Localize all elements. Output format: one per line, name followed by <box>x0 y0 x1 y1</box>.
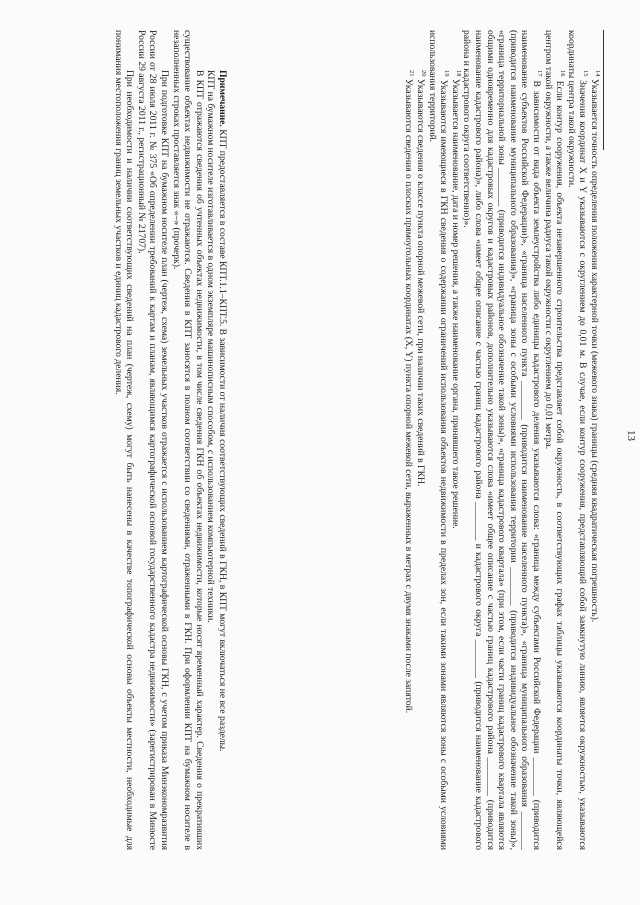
footnote <box>588 30 600 850</box>
footnote <box>542 30 565 850</box>
footnote-divider <box>603 30 604 150</box>
rotated-content <box>80 30 640 850</box>
footnote-text: Указываются имеющиеся в ГКН сведения о содержании ограничений использования объектов недвижимости в пределах зон, если такими зонами являются зоны с особыми условиями использования территорий. <box>426 30 450 850</box>
footnote <box>403 30 415 850</box>
footnote <box>426 30 449 850</box>
footnote-number: 18 <box>455 70 463 77</box>
footnote-text: Указываются сведения о плоских прямоугольных координатах (X, Y) пункта опорной межевой сети, выраженных в метрах с двумя знаками после запятой. <box>403 78 415 714</box>
footnote-number: 17 <box>536 70 544 77</box>
footnote-number: 14 <box>594 70 602 77</box>
footnote-number: 15 <box>582 70 590 77</box>
note-intro <box>216 30 228 850</box>
note-label: Примечание. <box>217 70 228 127</box>
footnote-number: 21 <box>408 70 416 77</box>
footnote-number: 20 <box>420 70 428 77</box>
note-paragraph: При необходимости и наличии соответствующих сведений на план (чертеж, схему) могут быть нанесены в качестве топографической основы объекты местности, необходимые для понимания местоположения границ земельных участков и единиц кадастрового деления. <box>112 30 136 850</box>
note-paragraph: КПТ на бумажном носителе изготавливается в одном экземпляре машинописным способом, с использованием компьютерной техники. <box>205 70 217 623</box>
footnote-text: В зависимости от вида объекта землеустройства либо единицы кадастрового деления указываются слова: «граница между субъектами Российской Федерации ________ (приводится наименование субъектов Российской Федерации)», «граница населенного пункта ________ (приводится наименование населенного пункта)», «граница муниципального образования ________ (приводится наименование муниципального образования)», «граница зоны с особыми условиями использования территории ________ (приводится индивидуальное обозначение такой зоны)», «граница территориальной зоны ________ (приводится индивидуальное обозначение такой зоны)», «граница кадастрового квартала» (при этом, если части границ кадастрового квартала являются общими одновременно для кадастровых округов и кадастровых районов, дополнительно указываются слова «имеет общее описание с частью границ кадастрового района ________ (приводится наименование кадастрового района)», либо слова «имеет общее описание с частью границ кадастрового района ________ и кадастрового округа ________ (приводится наименование кадастрового района и кадастрового округа соответственно)». <box>461 30 543 850</box>
footnotes <box>403 30 600 850</box>
footnote-number: 19 <box>443 70 451 77</box>
footnote <box>565 30 588 850</box>
note-paragraph: В КПТ отражаются сведения об учтенных объектах недвижимости, в том числе сведения ГКН об объектах недвижимости, которые носят временный характер. Сведения о прекративших существование объектах недвижимости не отражаются. Сведения в КПТ заносятся в полном соответствии со сведениями, отраженными в ГКН. При оформлении КПТ на бумажном носителе в незаполненных строках проставляется знак «–» (прочерк). <box>170 30 205 850</box>
footnote-number: 16 <box>559 70 567 77</box>
footnote <box>449 30 461 850</box>
footnote-text: Значения координат X и Y указываются с округлением до 0,01 м. В случае, если контур сооружения, представляющий собой замкнутую линию, является окружностью, указываются координаты центра такой окружности. <box>565 30 589 850</box>
footnote-text: Указывается точность определения положения характерной точки (межевого знака) границы (средняя квадратическая погрешность). <box>589 78 600 623</box>
note-section <box>112 30 228 850</box>
footnote <box>461 30 542 850</box>
footnote <box>415 30 427 850</box>
footnote-text: Если контур сооружения, объекта незавершенного строительства представляет собой окружность, в соответствующих графах таблицы указываются координаты точки, являющейся центром такой окружности, а также величина радиуса такой окружности с округлением до 0,01 метра. <box>542 30 566 850</box>
note-intro-text: КПТ предоставляется в составе КПТ.1.1–КПТ.5. В зависимости от наличия соответствующих сведений в ГКН, в КПТ могут включаться не все разделы. <box>217 129 228 752</box>
footnote-text: Указывается наименование, дата и номер решения, а также наименование органа, принявшего такое решение. <box>449 78 461 529</box>
page-number: 13 <box>625 430 637 441</box>
footnote-text: Указываются сведения о классе пункта опорной межевой сети, при наличии таких сведений в ГКН. <box>415 78 427 487</box>
note-paragraph: При подготовке КПТ на бумажном носителе план (чертеж, схема) земельных участков отражается с использованием картографической основы ГКН, с учетом приказа Минэкономразвития России от 28 июля 2011 г. № 375 «Об определении требований к картам и планам, являющимся картографической основой государственного кадастра недвижимости» (зарегистрирован в Минюсте России 29 августа 2011 г., регистрационный № 21707). <box>135 30 171 850</box>
